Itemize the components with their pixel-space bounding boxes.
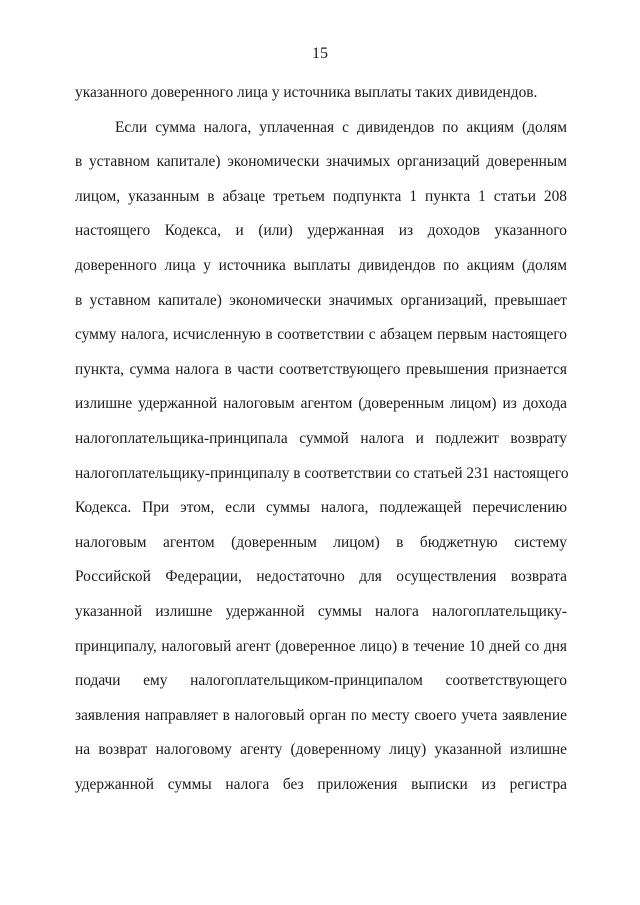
text-line: удержанной суммы налога без приложения выписки из регистра: [75, 775, 567, 793]
text-line: подачи ему налогоплательщиком-принципалом соответствующего: [75, 672, 567, 690]
text-line: принципалу, налоговый агент (доверенное лицо) в течение 10 дней со дня: [75, 637, 567, 655]
text-line: доверенного лица у источника выплаты дивидендов по акциям (долям: [75, 256, 567, 274]
text-line: налогоплательщику-принципалу в соответствии со статьей 231 настоящего: [75, 464, 569, 482]
text-line: в уставном капитале) экономически значимых организаций, превышает: [75, 291, 567, 309]
text-line: Кодекса. При этом, если суммы налога, подлежащей перечислению: [75, 499, 567, 517]
text-line: сумму налога, исчисленную в соответствии с абзацем первым настоящего: [75, 326, 567, 344]
text-line: пункта, сумма налога в части соответствующего превышения признается: [75, 360, 567, 378]
text-line: лицом, указанным в абзаце третьем подпункта 1 пункта 1 статьи 208: [75, 187, 567, 205]
text-line: в уставном капитале) экономически значимых организаций доверенным: [75, 153, 567, 171]
text-line: налогоплательщика-принципала суммой налога и подлежит возврату: [75, 429, 567, 447]
text-line: на возврат налоговому агенту (доверенному лицу) указанной излишне: [75, 741, 567, 759]
page-number: 15: [312, 45, 328, 62]
text-line: указанного доверенного лица у источника выплаты таких дивидендов.: [75, 84, 538, 101]
text-line: излишне удержанной налоговым агентом (доверенным лицом) из дохода: [75, 395, 567, 413]
text-line: Если сумма налога, уплаченная с дивидендов по акциям (долям: [115, 118, 567, 136]
text-line: Российской Федерации, недостаточно для осуществления возврата: [75, 568, 567, 586]
text-line: налоговым агентом (доверенным лицом) в бюджетную систему: [75, 533, 567, 551]
text-line: заявления направляет в налоговый орган по месту своего учета заявление: [75, 706, 567, 724]
text-line: настоящего Кодекса, и (или) удержанная из доходов указанного: [75, 222, 567, 240]
text-line: указанной излишне удержанной суммы налога налогоплательщику-: [75, 602, 567, 620]
body-text: [75, 82, 567, 808]
